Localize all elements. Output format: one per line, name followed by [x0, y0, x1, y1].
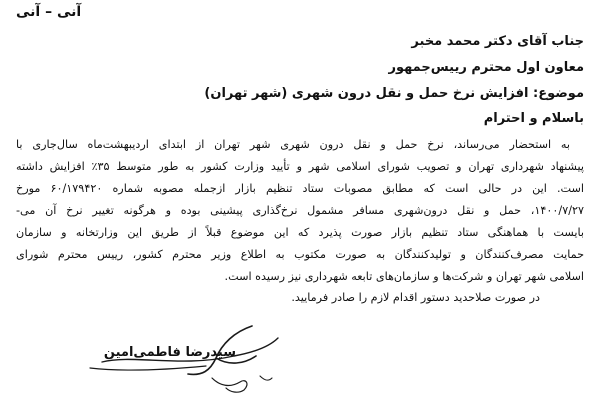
signature-block: [84, 316, 284, 398]
subject-text: افزایش نرخ حمل و نقل درون شهری (شهر تهران): [204, 86, 529, 101]
closing-request: در صورت صلاحدید دستور اقدام لازم را صادر فرمایید.: [291, 291, 540, 304]
recipient-name: جناب آقای دکتر محمد مخبر: [411, 34, 584, 49]
signatory-name: سیدرضا فاطمی‌امین: [103, 345, 236, 360]
body-line-5: بایست با هماهنگی ستاد تنظیم بازار صورت پذیرد که این موضوع قبلاً از طریق این وزارتخانه و سازمان: [16, 226, 584, 239]
body-line-2: پیشنهاد شهرداری تهران و تصویب شورای اسلامی شهر و تأیید وزارت کشور به طور متوسط ۳۵٪ افزایش داشته: [16, 160, 584, 173]
body-line-4: ۱۴۰۰/۷/۲۷، حمل و نقل درون‌شهری مسافر مشمول نرخ‌گذاری پیشینی بوده و هرگونه تغییر نرخ آن می-: [16, 204, 584, 217]
salutation: باسلام و احترام: [483, 111, 584, 126]
body-line-3: است. این در حالی است که مطابق مصوبات ستاد تنظیم بازار ازجمله مصوبه شماره ۶۰/۱۷۹۴۲۰ مورخ: [16, 182, 585, 195]
recipient-title: معاون اول محترم رییس‌جمهور: [388, 60, 584, 75]
priority-mark: آنی – آنی: [16, 4, 82, 20]
body-line-1: به استحضار می‌رساند، نرخ حمل و نقل درون شهری شهر تهران از ابتدای اردیبهشت‌ماه سال‌جاری با: [16, 138, 570, 151]
subject-label: موضوع:: [533, 86, 584, 101]
subject-line: [24, 86, 584, 101]
body-line-7: اسلامی شهر تهران و شرکت‌ها و سازمان‌های تابعه شهرداری نیز رسیده است.: [224, 270, 584, 283]
body-line-6: حمایت مصرف‌کنندگان و تولیدکنندگان به صورت مکتوب به اطلاع وزیر محترم کشور، رییس محترم شورای: [16, 248, 584, 261]
